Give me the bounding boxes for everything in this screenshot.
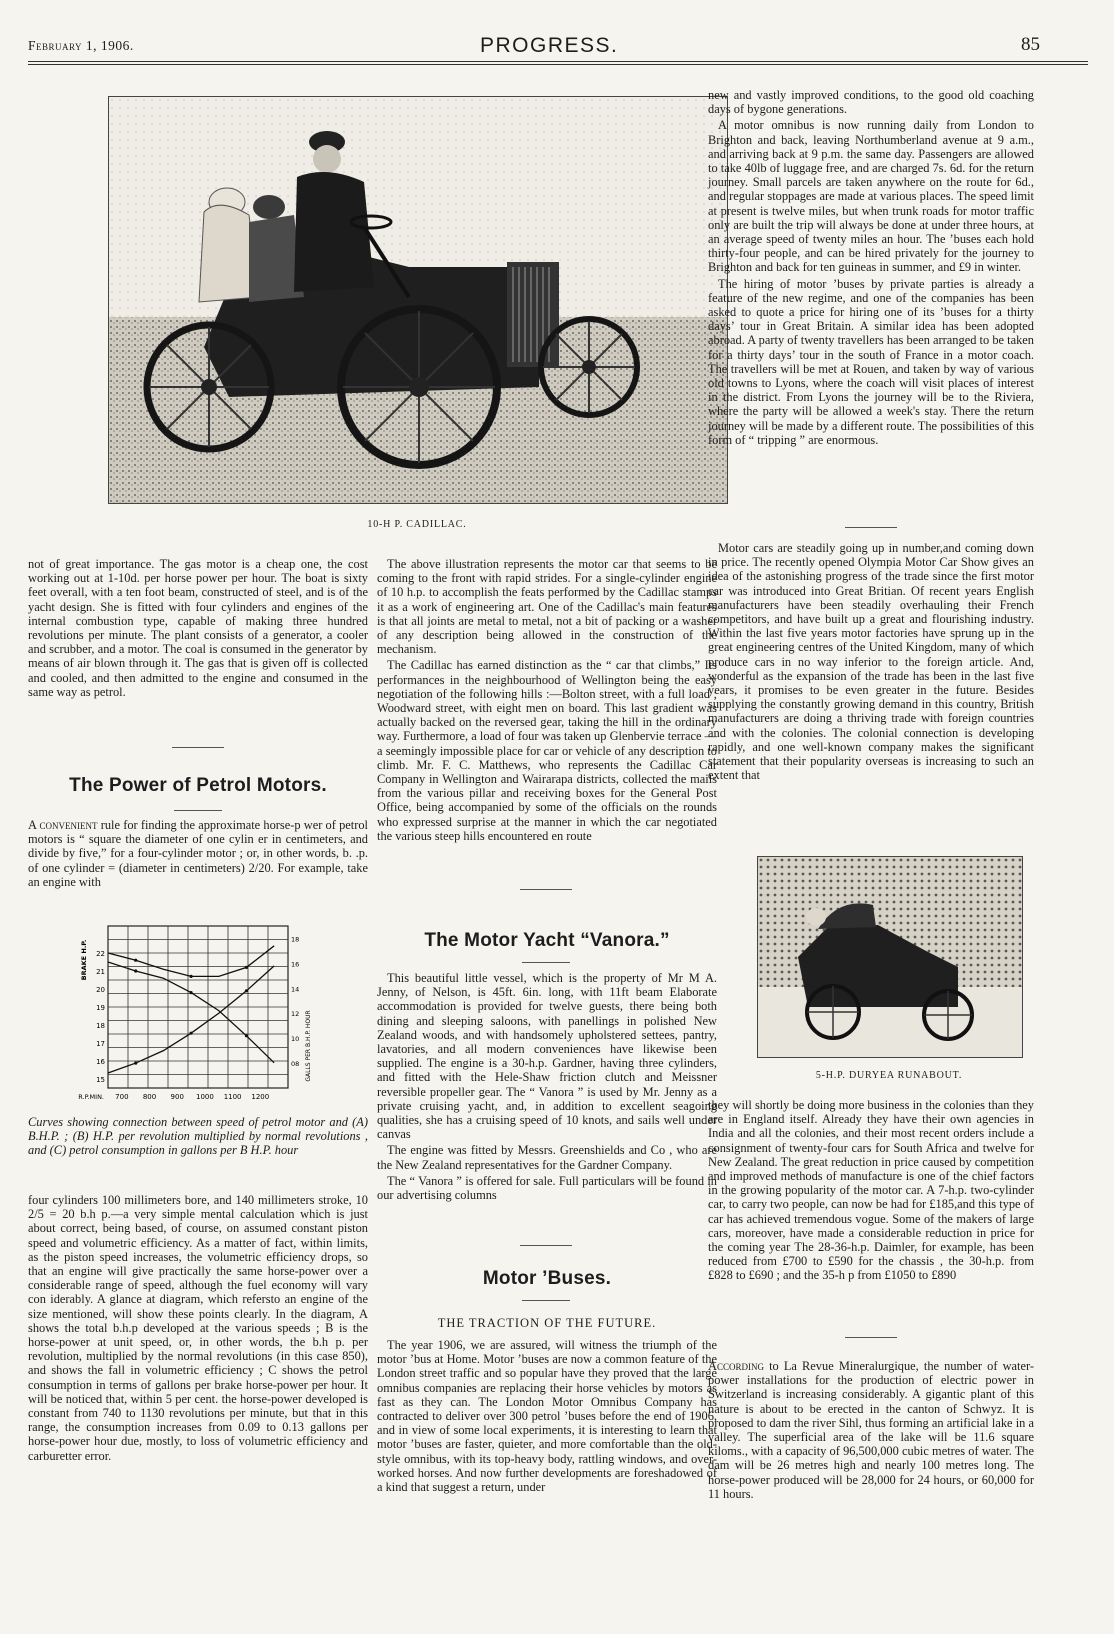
- vanora-heading: The Motor Yacht “Vanora.”: [424, 930, 670, 951]
- section-divider: [172, 747, 224, 748]
- motor-buses-subheading: THE TRACTION OF THE FUTURE.: [437, 1316, 657, 1330]
- duryea-illustration: [758, 857, 1022, 1057]
- x-tick-label: 1200: [251, 1093, 270, 1101]
- x-axis-prefix: R.P.MIN.: [78, 1093, 104, 1101]
- duryea-photo: [757, 856, 1023, 1058]
- y-right-tick-label: 10: [291, 1035, 300, 1044]
- duryea-photo-caption: 5-H.P. DURYEA RUNABOUT.: [815, 1070, 963, 1081]
- x-tick-label: 1100: [223, 1093, 242, 1101]
- gas-boat-paragraph: not of great importance. The gas motor is a cheap one, the cost working out at 1-10d. per horse power per hour. The boat is sixty feet overall, with a ten foot beam, constructed of steel, and is of the yacht design. She is fitted with four cylinders and engines of the internal combustion type, capable of making three hundred revolutions per minute. The plant consists of a generator, a cooler and scrubber, and a motor. The coal is consumed in the generator by means of air blown through it. The gas that is given off is collected and cooled, and then admitted to the engine and consumed in the same way as petrol.: [28, 557, 368, 699]
- x-tick-label: 1000: [196, 1093, 214, 1101]
- series-point-c: [189, 1032, 192, 1035]
- x-tick-label: 900: [170, 1093, 184, 1101]
- series-line-a: [108, 946, 274, 977]
- column-3-top: [708, 88, 1034, 447]
- series-line-c: [108, 966, 274, 1073]
- petrol-rule-paragraph: rule for finding the approximate horse-p wer of petrol motors is “ square the diameter of one cylin er in centimeters, and divide by five,” for a four-cylinder motor ; or, in other words, b. .p. of one cylinder = (diameter in centimeters) 2/20. For example, take an engine with: [28, 818, 369, 889]
- heading-underline: [522, 962, 570, 963]
- swiss-water-power-paragraph: to La Revue Mineralurgique, the number of water-power installations for the production of electric power in Switzerland is increasing considerably. A gigantic plant of this nature is about to be erected in the canton of Schwyz. It is proposed to dam the river Sihl, thus forming an artificial lake in a valley. The superficial area of the lake will be 11.6 square kiloms., with a capacity of 96,500,000 cubic metres of water. The dam will be 26 metres high and nearly 100 metres long. The horse-power produced will be 28,000 for 24 hours, or 60,000 for 11 hours.: [708, 1359, 1034, 1501]
- swiss-water-power-article: [708, 1359, 1034, 1501]
- coaching-days-paragraph: new and vastly improved conditions, to the good old coaching days of bygone generations.: [708, 88, 1034, 117]
- petrol-calculation-paragraph: four cylinders 100 millimeters bore, and 140 millimeters stroke, 10 2/5 = 20 b.h p.—a very simple mental calculation which is just about correct, being based, of course, on assumed constant piston speed and volumetric efficiency. As a matter of fact, within limits, as the piston speed increases, the volumetric efficiency drops, so that an engine will give practically the same horse-power over a considerable range of speed, although the fuel economy will vary con iderably. A glance at diagram, which refersto an engine of the size mentioned, will show these points clearly. In the diagram, A shows the total b.h.p developed at the various speeds ; B is the horse-power at unit speed, or, in other words, the b.h p. per revolution, multiplied by the normal revolutions (in this case 850), and shows the fall in volumetric efficiency ; C shows the petrol consumption in terms of gallons per brake horse-power per hour. It will be noticed that, within 5 per cent. the horse-power developed is constant from 740 to 1130 revolutions per minute, but that in this range, the consumption increases from 0.09 to 0.13 gallons per horse-power hour due, mostly, to loss of volumetric efficiency and carburetter error.: [28, 1193, 368, 1463]
- issue-date: February 1, 1906.: [28, 38, 134, 53]
- y-left-tick-label: 16: [96, 1058, 105, 1066]
- petrol-motors-intro: [28, 818, 368, 889]
- section-divider: [520, 889, 572, 890]
- publication-title: PROGRESS.: [480, 34, 619, 57]
- cadillac-illustration: [109, 97, 727, 503]
- y-right-tick-label: 16: [291, 960, 300, 969]
- y-left-tick-label: 20: [96, 986, 105, 994]
- column-1-top: [28, 557, 368, 699]
- section-divider: [520, 1245, 572, 1246]
- cadillac-description-paragraph: The above illustration represents the motor car that seems to be coming to the front with rapid strides. For a single-cylinder engine of 10 h.p. to accomplish the feats performed by the Cadillac stamps it as a work of engineering art. One of the Cadillac's main features is that all joints are metal to metal, not a bit of packing or a washer of any description being allowed in the construction of the mechanism.: [377, 557, 717, 657]
- y-right-tick-label: 14: [291, 985, 300, 994]
- vanora-engine-paragraph: The engine was fitted by Messrs. Greenshields and Co , who are the New Zealand representatives for the Gardner Company.: [377, 1143, 717, 1172]
- y-left-tick-label: 19: [96, 1004, 105, 1012]
- vanora-article: [377, 971, 717, 1202]
- cadillac-climbs-paragraph: The Cadillac has earned distinction as the “ car that climbs,” Its performances in the neighbourhood of Wellington being the easy negotiation of the following hills :—Bolton street, with a full load ; Woodward street, with eight men on board. This last gradient was actually backed on the reversed gear, taking the hill in the ordinary way. Furthermore, a load of four was taken up Glenbervie terrace —a seemingly impossible place for car or vehicle of any description to climb. Mr. F. C. Matthews, who represents the Cadillac Car Company in Wellington and Wairarapa districts, collected the mails from the various pillar and receiving boxes for the General Post Office, being accompanied by some of the officials on the rounds who expressed surprise at the manner in which the car negotiated the various steep hills encountered en route: [377, 658, 717, 843]
- petrol-motors-heading: The Power of Petrol Motors.: [69, 775, 327, 796]
- y-left-tick-label: 21: [96, 968, 105, 976]
- x-tick-label: 700: [115, 1093, 129, 1101]
- heading-underline: [174, 810, 222, 811]
- series-point-a: [189, 975, 192, 978]
- motor-buses-paragraph: The year 1906, we are assured, will witness the triumph of the motor ’bus at Home. Motor ’buses are now a common feature of the London street traffic and so popular have they proved that the large omnibus companies are replacing their horse vehicles by motors as fast as they can. The London Motor Omnibus Company has contracted to deliver over 300 petrol ’buses before the end of 1906, and in view of some local experiments, it is interesting to learn that motor ’buses are faster, quieter, and more comfortable than the old-style omnibus, with its top-heavy body, rattling windows, and over-worked horses. And now further developments are foreshadowed of a kind that suggest a return, under: [377, 1338, 717, 1495]
- series-point-b: [134, 969, 137, 972]
- colonies-paragraph: they will shortly be doing more business in the colonies than they are in England itself. Already they have their own agencies in India and all the colonies, and their most recent orders include a consignment of twenty-four cars for South Africa and twelve for New Zealand. The great reduction in price caused by competition and improved methods of manufacture is one of the chief factors in the growing popularity of the motor car. A 7-h.p. two-cylinder car, to carry two people, can now be had for £185,and this type of car has achieved tremendous vogue. Some of the makers of large cars, moreover, have made a considerable reduction in price for the coming year The 28-36-h.p. Daimler, for example, has been reduced from £700 to £590 for the chassis , the 30-h.p. from £828 to £690 ; and the 35-h p from £1050 to £890: [708, 1098, 1034, 1283]
- cadillac-photo: [108, 96, 728, 504]
- brighton-omnibus-paragraph: A motor omnibus is now running daily from London to Brighton and back, leaving Northumberland avenue at 9 a.m., and arriving back at 9 p.m. the same day. Passengers are allowed to take 40lb of luggage free, and are charged 7s. 6d. for the return journey. Small parcels are taken anywhere on the route for 6d., and regular stoppages are made at various places. The speed limit at present is twelve miles, but when trunk roads for motor traffic only are built the trip will always be done at under three hours, at an average speed of twenty miles an hour. The ’buses each hold thirty-four people, and can be hired privately for the journey to Brighton and back for ten guineas in summer, and £9 in winter.: [708, 118, 1034, 275]
- column-2-top: [377, 557, 717, 843]
- vanora-description-paragraph: This beautiful little vessel, which is the property of Mr M A. Jenny, of Nelson, is 45ft. 6in. long, with 11ft beam Elaborate accommodation is provided for twelve guests, there being both dining and sleeping saloons, with panellings in polished New Zealand woods, and with handsomely upholstered settees, pantry, lavatories, and all modern conveniences have likewise been supplied. The engine is a 30-h.p. Gardner, having three cylinders, and fitted with the Hele-Shaw friction clutch and Meissner reversible propeller gear. The “ Vanora ” is used by Mr. Jenny as a private cruising yacht, and, in addition to excellent seagoing qualities, she has a cruising speed of 10 knots, and sails well under canvas: [377, 971, 717, 1142]
- y-left-tick-label: 17: [96, 1040, 105, 1048]
- x-tick-label: 800: [142, 1093, 157, 1101]
- petrol-motors-body: [28, 1193, 368, 1463]
- chart-lines: [108, 946, 274, 1073]
- motor-cars-article: [708, 541, 1034, 782]
- chart-caption: Curves showing connection between speed of petrol motor and (A) B.H.P. ; (B) H.P. per revolution multiplied by normal revolutions , and (C) petrol consumption in gallons per B H.P. hour: [28, 1115, 368, 1158]
- y-axis-label-left: BRAKE H.P.: [80, 939, 88, 981]
- series-point-a: [134, 959, 137, 962]
- series-point-b: [245, 1034, 248, 1037]
- series-point-a: [245, 966, 248, 969]
- y-left-tick-label: 22: [96, 950, 105, 958]
- section-divider: [845, 527, 897, 528]
- y-right-tick-label: 08: [291, 1060, 300, 1069]
- y-axis-label-right: GALLS PER B.H.P. HOUR: [305, 1010, 312, 1082]
- section-divider: [845, 1337, 897, 1338]
- motor-buses-heading: Motor ’Buses.: [482, 1268, 612, 1289]
- y-right-tick-label: 18: [291, 935, 300, 944]
- hiring-buses-paragraph: The hiring of motor ’buses by private parties is already a feature of the new regime, and one of the companies has been asked to quote a price for hiring one of its ’buses for a thirty days’ tour in Great Britain. A similar idea has been adopted abroad. A party of twenty travellers has been arranged to be taken for a thirty days’ tour in the south of France in a motor coach. The travellers will be met at Rouen, and taken by way of various old towns to Lyons, where the coach will visit places of interest in the district. From Lyons the journey will be to the Riviera, where the party will be allowed a week's stay. There the return journey will be made by a different route. The possibilities of this form of “ tripping ” are enormous.: [708, 276, 1034, 447]
- series-point-b: [189, 991, 192, 994]
- y-left-tick-label: 18: [96, 1022, 105, 1030]
- motor-buses-article: [377, 1338, 717, 1494]
- colonies-article: [708, 1098, 1034, 1283]
- chart-labels: [78, 935, 312, 1101]
- y-left-tick-label: 15: [96, 1076, 105, 1084]
- chart-svg: [30, 918, 350, 1106]
- drop-lead: According: [708, 1359, 764, 1373]
- petrol-motor-chart: [30, 918, 350, 1106]
- header-rule: [28, 61, 1088, 65]
- motor-cars-paragraph: Motor cars are steadily going up in number,and coming down in price. The recently opened Olympia Motor Car Show gives an idea of the astonishing progress of the trade since the first motor car was introduced into Great Britian. Of recent years English manufacturers have been steadily overhauling their French competitors, and have built up a great and flourishing industry. Within the last five years motor factories have sprung up in the great engineering centres of the United Kingdom, many of which produce cars in no way inferior to the foreign article. And, wonderful as the expansion of the trade has been in the last five years, it promises to be even greater in the future. Besides supplying the constantly growing demand in this country, British manufacturers are doing a thriving trade with foreign countries and with the colonies. The colonial connection is developing rapidly, and one well-known company makes the significant statement that their popularity overseas is increasing to such an extent that: [708, 541, 1034, 783]
- drop-lead: A convenient: [28, 818, 98, 832]
- page-number: 85: [1021, 34, 1040, 55]
- cadillac-photo-caption: 10-H P. CADILLAC.: [367, 519, 467, 530]
- series-point-c: [134, 1061, 137, 1064]
- heading-underline: [522, 1300, 570, 1301]
- vanora-sale-paragraph: The “ Vanora ” is offered for sale. Full particulars will be found in our advertising columns: [377, 1173, 717, 1203]
- series-point-c: [245, 989, 248, 992]
- y-right-tick-label: 12: [291, 1010, 300, 1019]
